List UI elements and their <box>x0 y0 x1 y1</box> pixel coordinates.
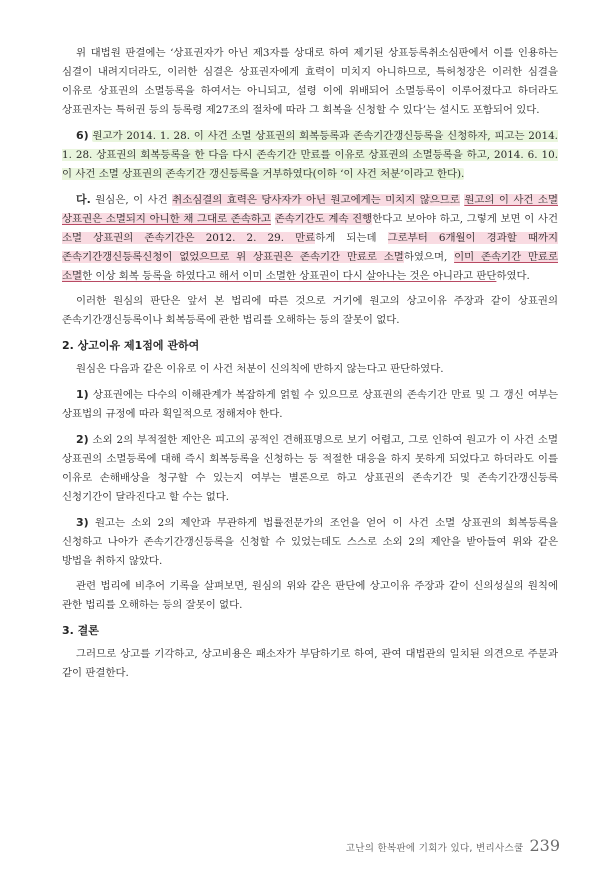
item-text: 상표권에는 다수의 이해관계가 복잡하게 얽힐 수 있으므로 상표권의 존속기간 만료 및 그 갱신 여부는 상표법의 규정에 따라 획일적으로 정해져야 한다. <box>62 389 558 420</box>
section3-text: 그러므로 상고를 기각하고, 상고비용은 패소자가 부담하기로 하여, 관여 대법관의 일치된 의견으로 주문과 같이 판결한다. <box>62 648 558 679</box>
section-heading-2: 2. 상고이유 제1점에 관하여 <box>62 339 200 352</box>
highlighted-text: 존속기간도 계속 진행 <box>274 213 373 225</box>
text-run: 한다고 보아야 하고, 그렇게 보면 이 사건 <box>372 213 558 225</box>
page-number: 239 <box>529 836 560 855</box>
section2-item-3 <box>62 513 558 571</box>
item-number: 6) <box>76 129 89 142</box>
item-number: 다. <box>76 193 91 206</box>
underlined-text: 한 이상 회복 등록을 하였다고 해서 이미 소멸한 상표권이 다시 살아나는 것은 아니라고 판단 <box>82 270 497 282</box>
item-number: 2) <box>76 433 89 446</box>
item-number: 3) <box>76 516 89 529</box>
text-run: 원심은, 이 사건 <box>90 194 173 206</box>
text-run: 하였다. <box>496 270 530 282</box>
highlighted-text: 위 상표권은 존속기간 만료로 소멸 <box>229 251 404 263</box>
page-footer <box>346 836 560 855</box>
highlighted-text: 취소심결의 효력은 당사자가 아닌 원고에게는 미치지 않으므로 <box>172 194 460 206</box>
text-run: 하였으며, <box>403 251 455 263</box>
paragraph-precedent-note: 위 대법원 판결에는 ‘상표권자가 아닌 제3자를 상대로 하여 제기된 상표등록취소심판에서 이를 인용하는 심결이 내려지더라도, 이러한 심결은 상표권자에게 효력이 미치지 아니하므로, 특허청장은 이러한 심결을 이유로 상표권의 소멸등록을 하여서는 아니되고, 설령 이에 위배되어 소멸등록이 이루어졌다고 하더라도 상표권자는 특허권 등의 등록령 제27조의 절차에 따라 그 회복을 신청할 수 있다’는 설시도 포함되어 있다. <box>62 47 558 116</box>
section-heading-3: 3. 결론 <box>62 624 99 637</box>
document-body <box>62 44 558 689</box>
text-run: 하게 되는데 <box>315 232 388 244</box>
section2-intro: 원심은 다음과 같은 이유로 이 사건 처분이 신의칙에 반하지 않는다고 판단하였다. <box>76 363 444 375</box>
item-number: 1) <box>76 388 89 401</box>
highlighted-text: 소멸 상표권의 존속기간은 2012. 2. 29. 만료 <box>62 232 316 244</box>
section2-item-1 <box>62 385 558 424</box>
paragraph-6 <box>62 126 558 184</box>
paragraph-da <box>62 190 558 286</box>
section2-closing: 관련 법리에 비추어 기록을 살펴보면, 원심의 위와 같은 판단에 상고이유 주장과 같이 신의성실의 원칙에 관한 법리를 오해하는 등의 잘못이 없다. <box>62 580 558 611</box>
running-title: 고난의 한복판에 기회가 있다, 변리사스쿨 <box>345 843 524 854</box>
highlighted-underlined-text: 원고의 이 사건 소멸 상표권은 소멸되지 아니한 채 그대로 존속하고 <box>62 194 558 225</box>
item-text: 원고는 소외 2의 제안과 무관하게 법률전문가의 조언을 얻어 이 사건 소멸 상표권의 회복등록을 신청하고 나아가 존속기간갱신등록을 신청할 수 있었는데도 스스로 소외 2의 제안을 받아들여 위와 같은 방법을 취하지 않았다. <box>62 517 558 567</box>
highlighted-underlined-text: 이미 존속기간 만료로 소멸 <box>62 251 558 282</box>
section2-item-2 <box>62 430 558 507</box>
highlighted-text: 원고가 2014. 1. 28. 이 사건 소멸 상표권의 회복등록과 존속기간갱신등록을 신청하자, 피고는 2014. 1. 28. 상표권의 회복등록을 한 다음 다시 존속기간 만료를 이유로 상표권의 소멸등록을 하고, 2014. 6. 10. 이 사건 소멸 상표권의 존속기간 갱신등록을 거부하였다(이하 ‘이 사건 처분’이라고 한다). <box>62 130 558 180</box>
item-text: 소외 2의 부적절한 제안은 피고의 공적인 견해표명으로 보기 어렵고, 그로 인하여 원고가 이 사건 소멸 상표권의 소멸등록에 대해 즉시 회복등록을 신청하는 등 적절한 대응을 하지 못하게 되었다고 하더라도 이를 이유로 손해배상을 청구할 수 있는지 여부는 별론으로 하고 상표권의 존속기간 및 존속기간갱신등록 신청기간이 달라진다고 할 수는 없다. <box>62 434 558 503</box>
highlighted-text: 그로부터 6개월이 경과할 때까지 존속기간갱신등록신청이 없었으므로 <box>62 232 558 263</box>
paragraph-conclusion-judgment: 이러한 원심의 판단은 앞서 본 법리에 따른 것으로 거기에 원고의 상고이유 주장과 같이 상표권의 존속기간갱신등록이나 회복등록에 관한 법리를 오해하는 등의 잘못이 없다. <box>62 295 558 326</box>
